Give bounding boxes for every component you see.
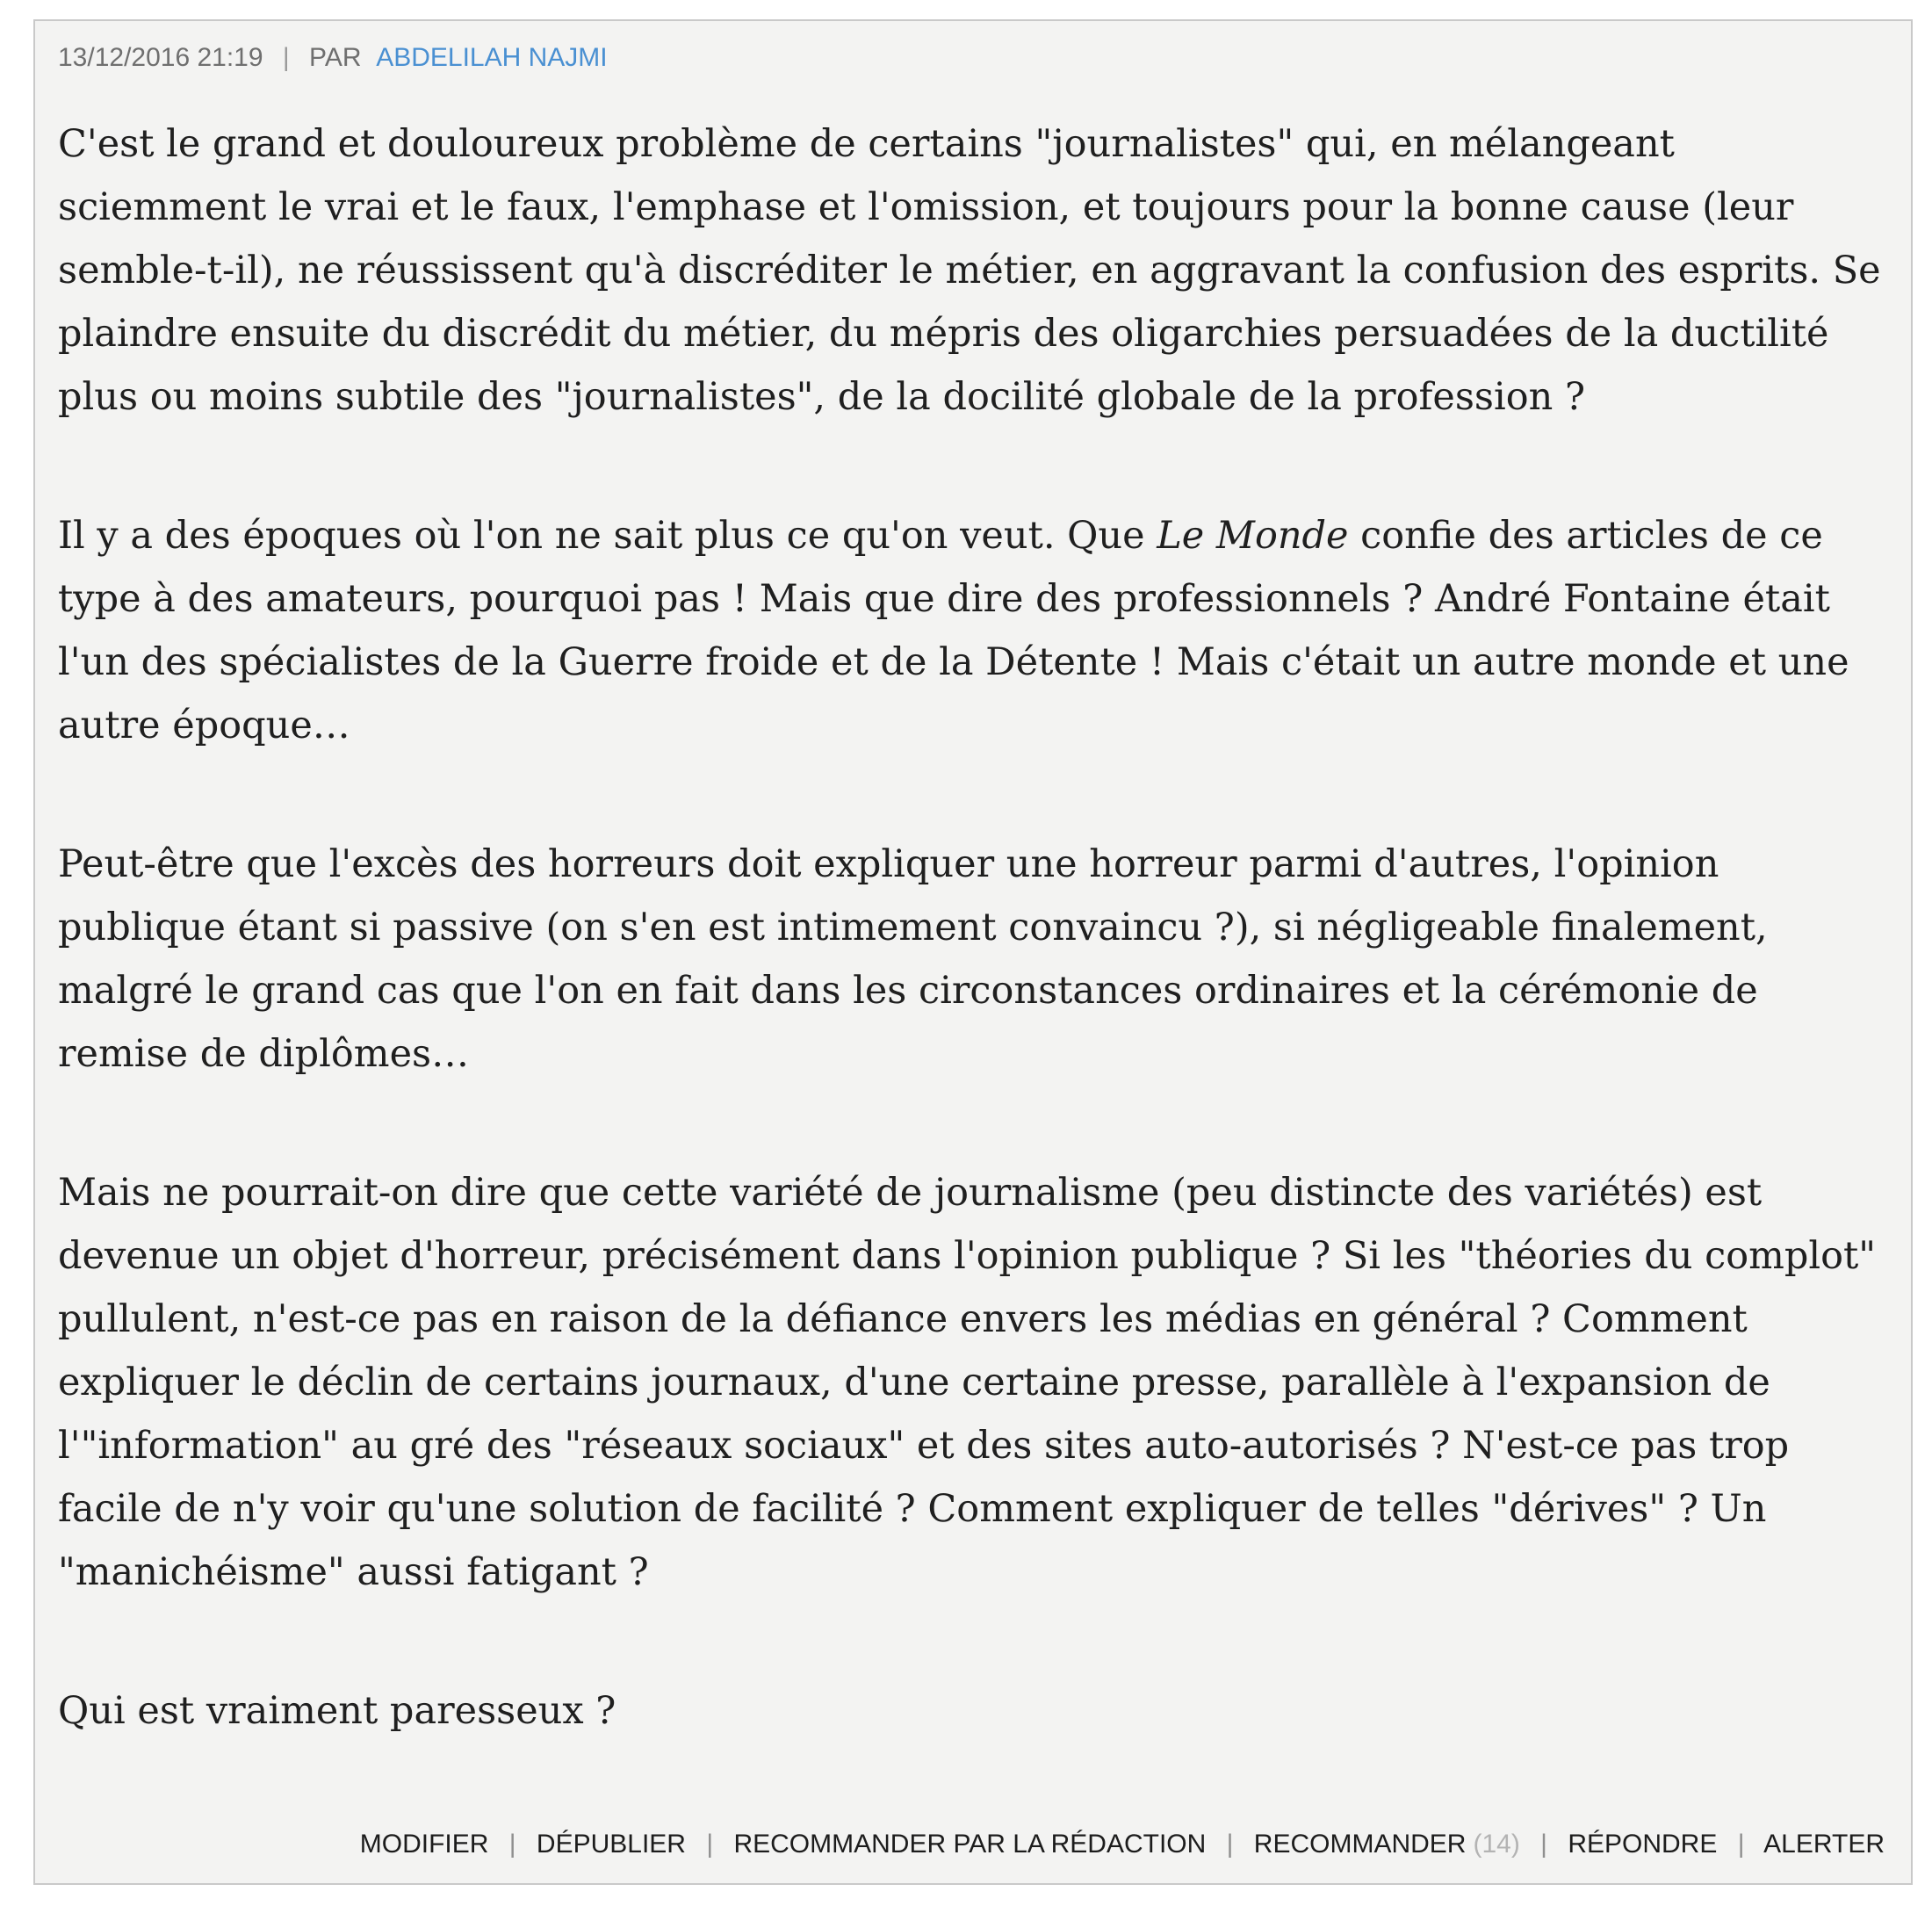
byline-prefix: PAR xyxy=(309,43,362,72)
recommend-count: (14) xyxy=(1473,1830,1520,1859)
action-separator: | xyxy=(706,1830,714,1859)
recommander-redaction-button[interactable]: RECOMMANDER PAR LA RÉDACTION xyxy=(733,1830,1207,1859)
comment-action-bar xyxy=(58,1829,1885,1860)
action-separator: | xyxy=(1540,1830,1547,1859)
action-separator: | xyxy=(508,1830,516,1859)
action-separator: | xyxy=(1737,1830,1745,1859)
comment-timestamp: 13/12/2016 21:19 xyxy=(58,43,263,72)
depublier-button[interactable]: DÉPUBLIER xyxy=(536,1830,686,1859)
comment-paragraph-5: Qui est vraiment paresseux ? xyxy=(58,1689,616,1733)
author-link[interactable]: ABDELILAH NAJMI xyxy=(376,43,608,72)
comment-card xyxy=(33,19,1913,1885)
comment-meta xyxy=(58,42,1885,74)
comment-paragraph-4: Mais ne pourrait-on dire que cette variété de journalisme (peu distincte des variétés) est devenue un objet d'horreur, précisément dans l'opinion publique ? Si les "théories du complot" pullulent, n'est-ce pas en raison de la défiance envers les médias en général ? Comment expliquer le déclin de certains journaux, d'une certaine presse, parallèle à l'expansion de l'"information" au gré des "réseaux sociaux" et des sites auto-autorisés ? N'est-ce pas trop facile de n'y voir qu'une solution de facilité ? Comment expliquer de telles "dérives" ? Un "manichéisme" aussi fatigant ? xyxy=(58,1171,1877,1594)
action-separator: | xyxy=(1226,1830,1234,1859)
meta-separator: | xyxy=(282,43,290,72)
comment-paragraph-3: Peut-être que l'excès des horreurs doit expliquer une horreur parmi d'autres, l'opinion publique étant si passive (on s'en est intimement convaincu ?), si négligeable finalement, malgré le grand cas que l'on en fait dans les circonstances ordinaires et la cérémonie de remise de diplômes… xyxy=(58,842,1768,1076)
comment-paragraph-2 xyxy=(58,504,1885,757)
comment-body xyxy=(58,112,1885,1779)
modifier-button[interactable]: MODIFIER xyxy=(359,1830,489,1859)
recommander-button[interactable] xyxy=(1254,1830,1520,1859)
paragraph-2-text-after: confie des articles de ce type à des amateurs, pourquoi pas ! Mais que dire des professionnels ? André Fontaine était l'un des spécialistes de la Guerre froide et de la Détente ! Mais c'était un autre monde et une autre époque… xyxy=(58,514,1849,747)
recommander-label: RECOMMANDER xyxy=(1253,1830,1467,1859)
paragraph-2-text-before: Il y a des époques où l'on ne sait plus ce qu'on veut. Que xyxy=(58,514,1157,558)
alerter-button[interactable]: ALERTER xyxy=(1763,1830,1885,1859)
repondre-button[interactable]: RÉPONDRE xyxy=(1568,1830,1718,1859)
publication-name: Le Monde xyxy=(1157,514,1349,558)
comment-paragraph-1: C'est le grand et douloureux problème de certains "journalistes" qui, en mélangeant sciemment le vrai et le faux, l'emphase et l'omission, et toujours pour la bonne cause (leur semble-t-il), ne réussissent qu'à discréditer le métier, en aggravant la confusion des esprits. Se plaindre ensuite du discrédit du métier, du mépris des oligarchies persuadées de la ductilité plus ou moins subtile des "journalistes", de la docilité globale de la profession ? xyxy=(58,122,1881,419)
